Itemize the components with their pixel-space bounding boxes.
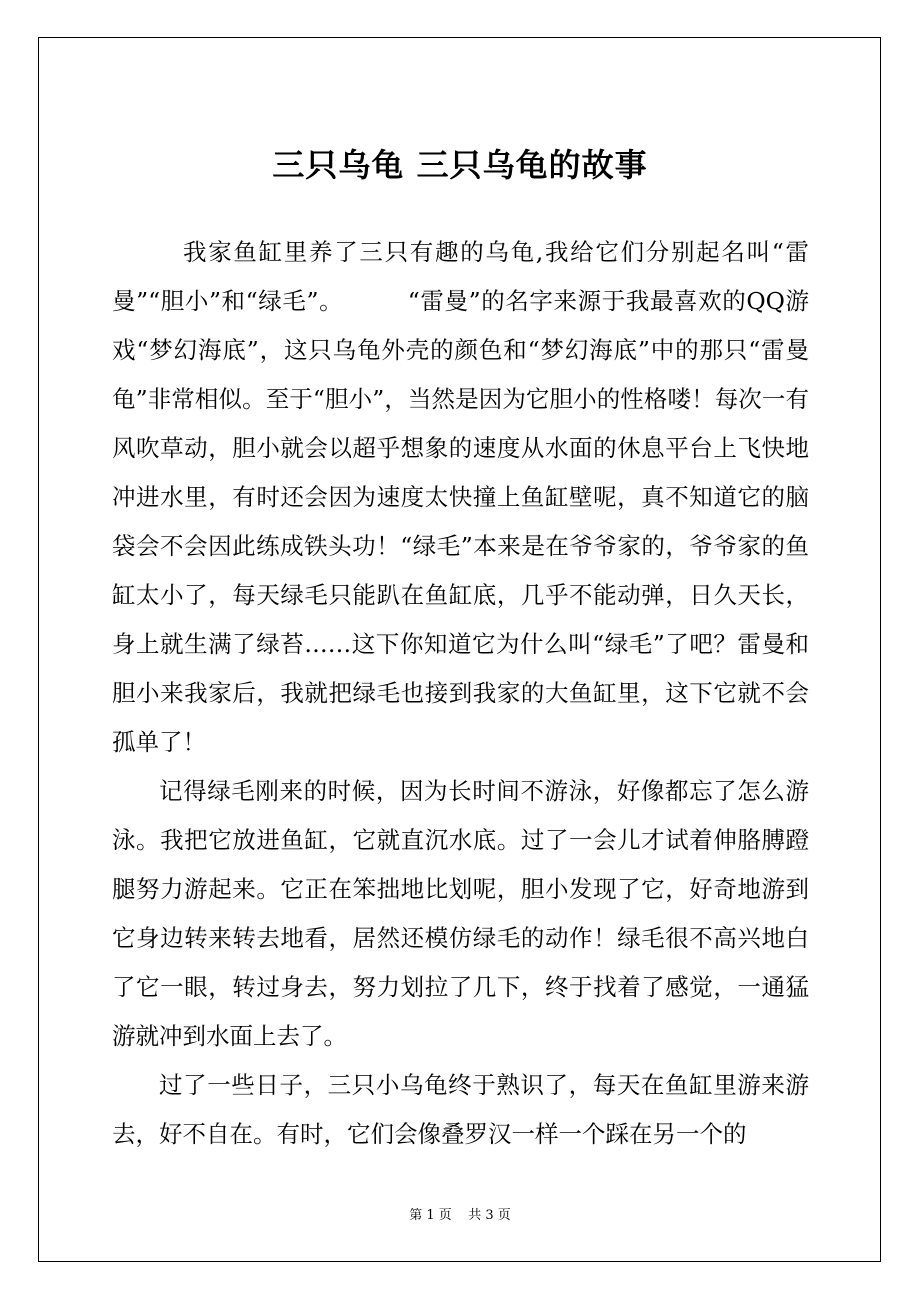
paragraph-1: 我家鱼缸里养了三只有趣的乌龟,我给它们分别起名叫“雷曼”“胆小”和“绿毛”。 “雷曼”的名字来源于我最喜欢的QQ游戏“梦幻海底”，这只乌龟外壳的颜色和“梦幻海底”中的那只“雷曼龟”非常相似。至于“胆小”，当然是因为它胆小的性格喽！每次一有风吹草动，胆小就会以超乎想象的速度从水面的休息平台上飞快地冲进水里，有时还会因为速度太快撞上鱼缸壁呢，真不知道它的脑袋会不会因此练成铁头功！“绿毛”本来是在爷爷家的，爷爷家的鱼缸太小了，每天绿毛只能趴在鱼缸底，几乎不能动弹，日久天长，身上就生满了绿苔……这下你知道它为什么叫“绿毛”了吧？雷曼和胆小来我家后，我就把绿毛也接到我家的大鱼缸里，这下它就不会孤单了！ [112,238,809,756]
page-number-label: 第 1 页 共 3 页 [409,1208,511,1223]
document-title: 三只乌龟 三只乌龟的故事 [272,146,648,184]
document-body [112,228,809,1159]
paragraph-2: 记得绿毛刚来的时候，因为长时间不游泳，好像都忘了怎么游泳。我把它放进鱼缸，它就直沉水底。过了一会儿才试着伸胳膊蹬腿努力游起来。它正在笨拙地比划呢，胆小发现了它，好奇地游到它身边转来转去地看，居然还模仿绿毛的动作！绿毛很不高兴地白了它一眼，转过身去，努力划拉了几下，终于找着了感觉，一通猛游就冲到水面上去了。 [112,777,809,1050]
paragraph-3: 过了一些日子，三只小乌龟终于熟识了，每天在鱼缸里游来游去，好不自在。有时，它们会像叠罗汉一样一个踩在另一个的 [112,1071,809,1148]
page-footer [0,1207,920,1225]
